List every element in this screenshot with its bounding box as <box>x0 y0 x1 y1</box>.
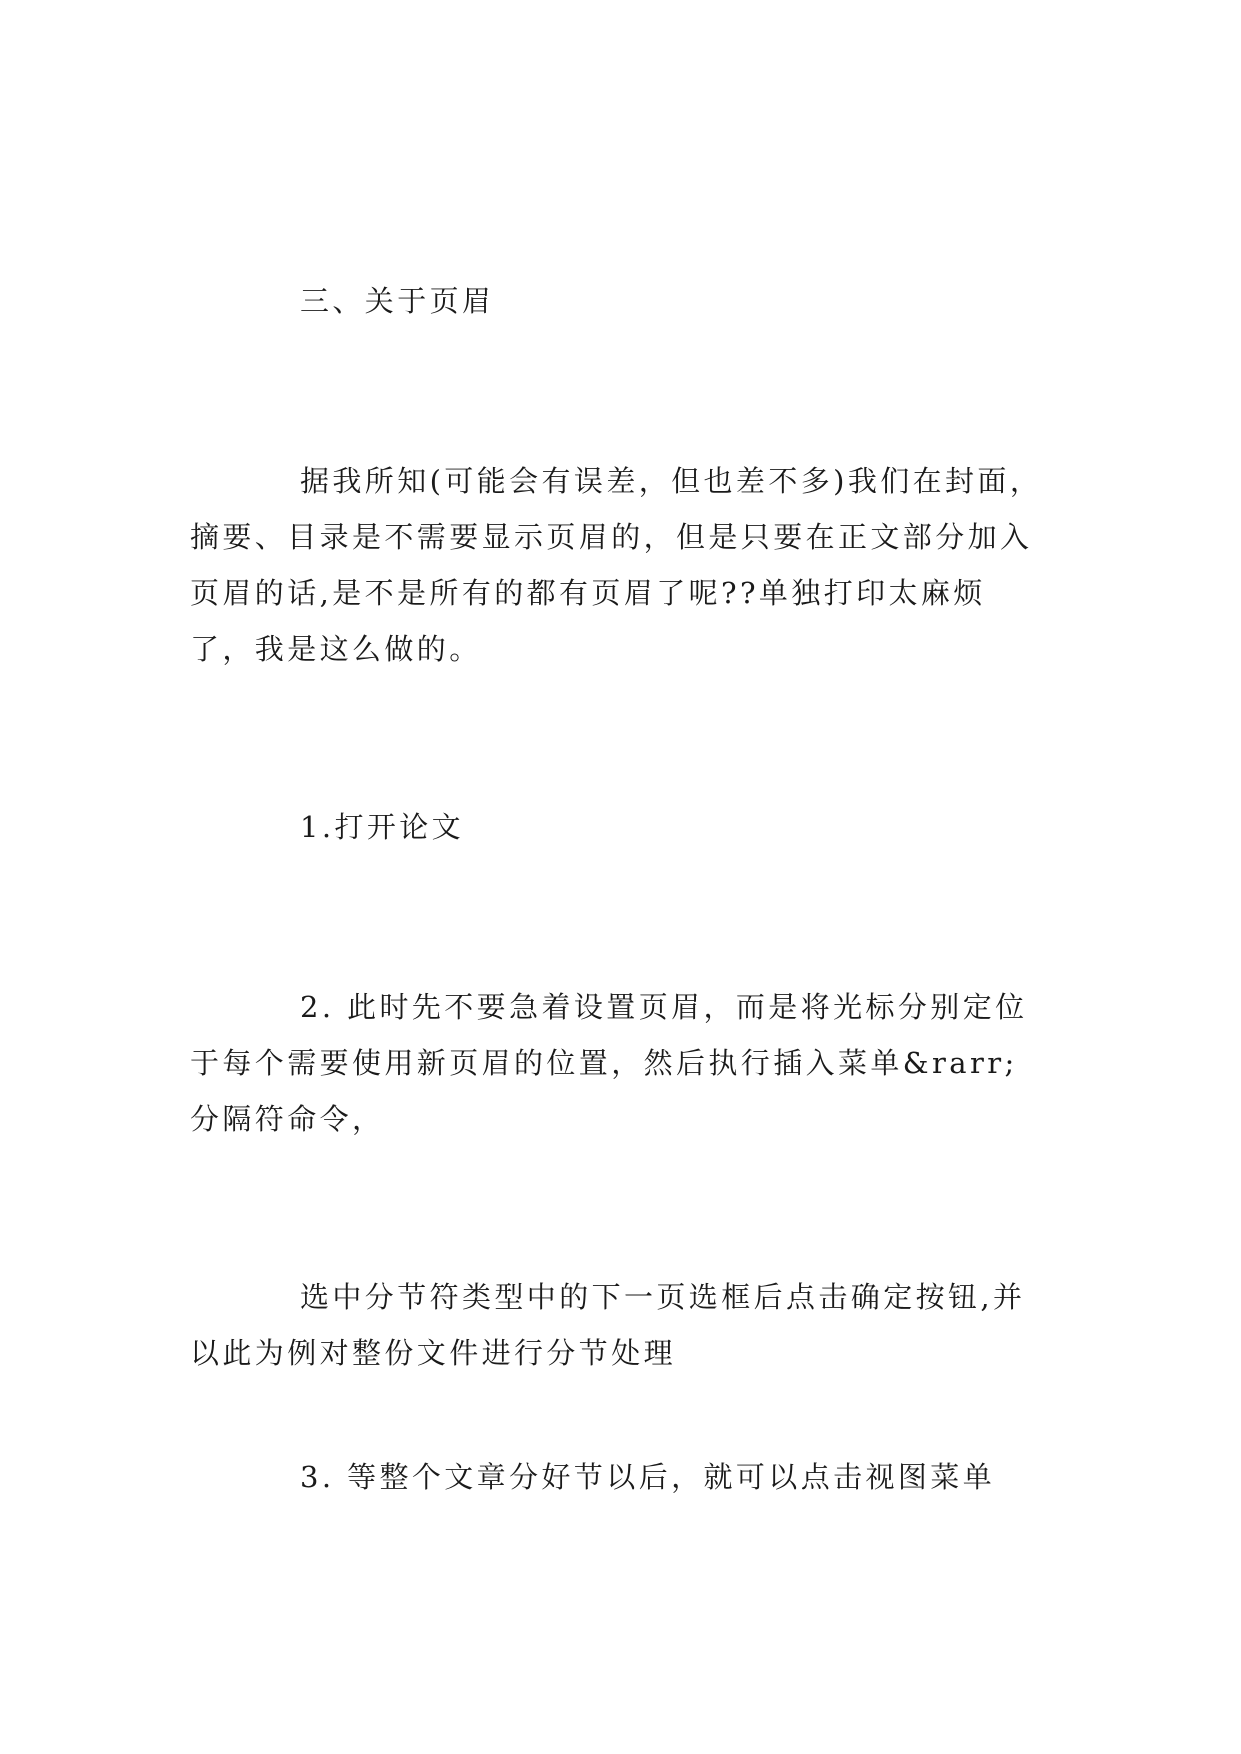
section-heading: 三、关于页眉 <box>300 284 495 318</box>
paragraph-intro: 据我所知(可能会有误差，但也差不多)我们在封面，摘要、目录是不需要显示页眉的，但是只要在正文部分加入页眉的话,是不是所有的都有页眉了呢??单独打印太麻烦了，我是这么做的。 <box>190 464 1043 666</box>
paragraph-step-3: 3. 等整个文章分好节以后，就可以点击视图菜单 <box>300 1460 996 1494</box>
paragraph-step-2-detail: 选中分节符类型中的下一页选框后点击确定按钮,并以此为例对整份文件进行分节处理 <box>190 1280 1026 1370</box>
paragraph-step-2: 2. 此时先不要急着设置页眉，而是将光标分别定位于每个需要使用新页眉的位置，然后执行插入菜单&rarr;分隔符命令， <box>190 990 1028 1136</box>
paragraph-step-1: 1.打开论文 <box>300 810 465 844</box>
